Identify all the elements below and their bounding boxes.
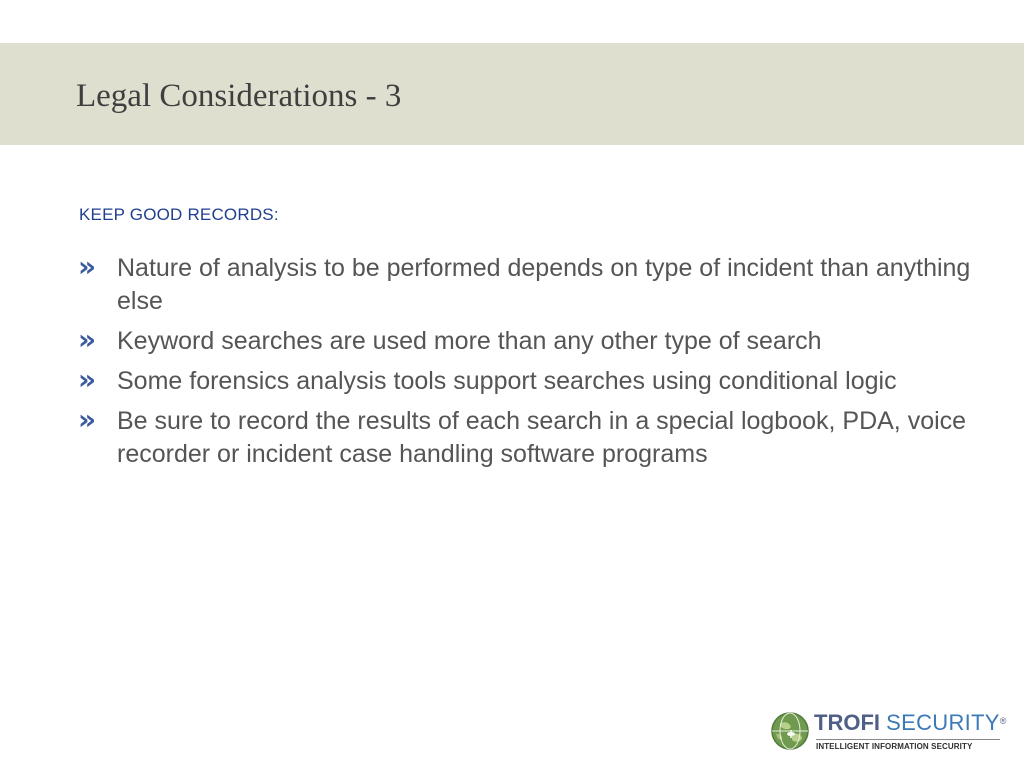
bullet-text: Be sure to record the results of each search in a special logbook, PDA, voice recorder or incident case handling software programs xyxy=(117,407,967,468)
bullet-item xyxy=(78,365,978,398)
section-subheading: KEEP GOOD RECORDS: xyxy=(79,205,279,224)
bullet-item xyxy=(78,252,978,318)
logo-brand: TROFI xyxy=(814,710,880,735)
logo-tagline: INTELLIGENT INFORMATION SECURITY xyxy=(816,742,973,751)
double-chevron-icon: » xyxy=(78,403,97,436)
bullet-item xyxy=(78,325,978,358)
bullet-text: Keyword searches are used more than any other type of search xyxy=(117,327,822,355)
registered-mark: ® xyxy=(999,716,1007,726)
logo-wordmark xyxy=(814,710,1006,736)
globe-icon xyxy=(770,711,810,751)
bullet-text: Nature of analysis to be performed depends on type of incident than anything else xyxy=(117,254,971,315)
double-chevron-icon: » xyxy=(78,250,97,283)
bullet-list xyxy=(78,252,978,478)
logo-security: SECURITY xyxy=(886,710,1000,735)
double-chevron-icon: » xyxy=(78,363,97,396)
bullet-text: Some forensics analysis tools support searches using conditional logic xyxy=(117,367,897,395)
slide-title: Legal Considerations - 3 xyxy=(76,78,402,114)
logo-divider xyxy=(816,739,1000,740)
trofi-security-logo xyxy=(770,709,1016,755)
bullet-item xyxy=(78,405,978,471)
double-chevron-icon: » xyxy=(78,323,97,356)
